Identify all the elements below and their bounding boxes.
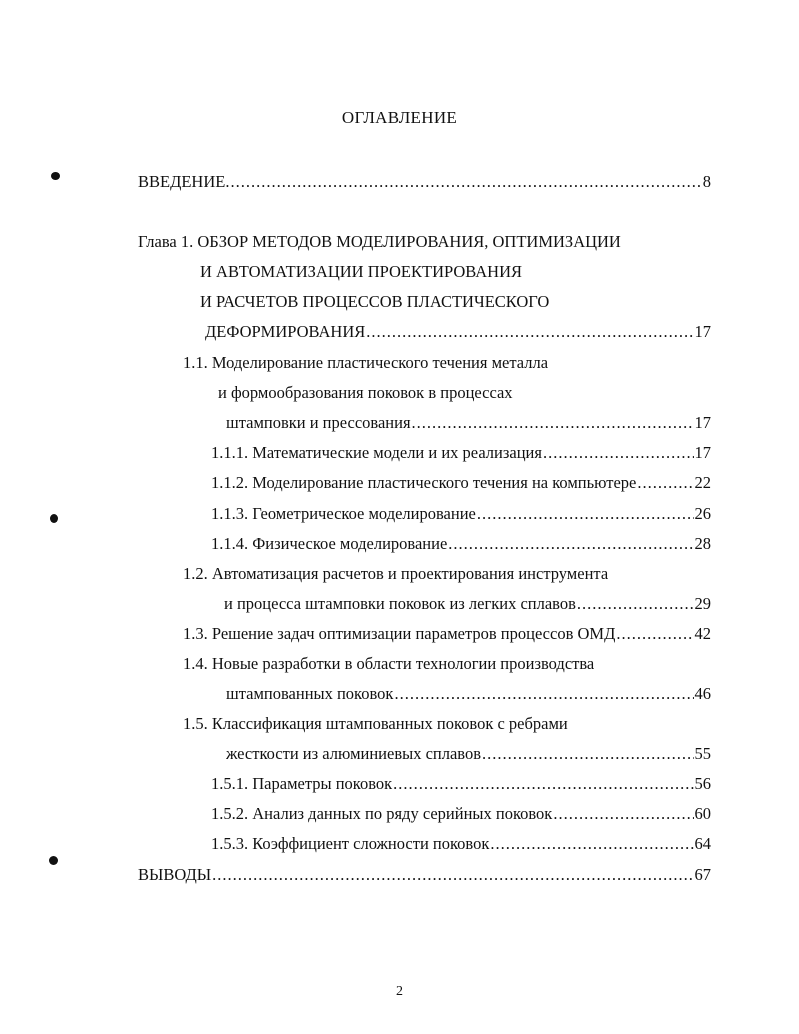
dot-leader bbox=[212, 864, 693, 886]
dot-leader bbox=[616, 623, 693, 645]
page-number: 2 bbox=[396, 984, 403, 999]
toc-page-number: 8 bbox=[702, 172, 711, 191]
toc-section-1-1-line-2[interactable]: и формообразования поковок в процессах bbox=[218, 383, 513, 402]
dot-leader bbox=[412, 412, 694, 434]
toc-entry-section-1-3[interactable] bbox=[183, 623, 711, 645]
toc-entry-text: 1.1.1. Математические модели и их реализация bbox=[211, 443, 542, 462]
dot-leader bbox=[477, 503, 694, 525]
dot-leader bbox=[448, 533, 693, 555]
toc-page-number: 26 bbox=[694, 504, 711, 523]
toc-entry-chapter-1[interactable] bbox=[205, 321, 711, 343]
toc-section-1-1-line-1[interactable]: 1.1. Моделирование пластического течения металла bbox=[183, 353, 549, 372]
toc-entry-section-1-1-3[interactable] bbox=[211, 503, 711, 525]
toc-entry-conclusions[interactable] bbox=[138, 864, 711, 886]
toc-entry-section-1-5[interactable] bbox=[226, 743, 711, 765]
toc-title: ОГЛАВЛЕНИЕ bbox=[341, 108, 458, 127]
toc-entry-section-1-1[interactable] bbox=[226, 412, 711, 434]
toc-entry-text: 1.1.4. Физическое моделирование bbox=[211, 534, 448, 553]
toc-chapter-1-line-2[interactable]: И АВТОМАТИЗАЦИИ ПРОЕКТИРОВАНИЯ bbox=[200, 262, 523, 281]
dot-leader bbox=[577, 593, 694, 615]
toc-page-number: 56 bbox=[694, 774, 711, 793]
toc-entry-text: 1.3. Решение задач оптимизации параметров процессов ОМД bbox=[183, 624, 616, 643]
toc-entry-text: 1.5.3. Коэффициент сложности поковок bbox=[211, 834, 490, 853]
toc-section-1-2-line-1[interactable]: 1.2. Автоматизация расчетов и проектирования инструмента bbox=[183, 564, 609, 583]
toc-section-1-5-line-1[interactable]: 1.5. Классификация штампованных поковок с ребрами bbox=[183, 714, 568, 733]
toc-page-number: 17 bbox=[694, 443, 711, 462]
toc-page-number: 64 bbox=[694, 834, 711, 853]
scan-speck bbox=[49, 856, 58, 865]
toc-page-number: 42 bbox=[694, 624, 711, 643]
toc-entry-text: 1.5.1. Параметры поковок bbox=[211, 774, 393, 793]
toc-entry-text: штамповки и прессования bbox=[226, 413, 411, 432]
dot-leader bbox=[637, 472, 693, 494]
toc-page-number: 22 bbox=[694, 473, 711, 492]
toc-entry-section-1-4[interactable] bbox=[226, 683, 711, 705]
toc-page-number: 28 bbox=[694, 534, 711, 553]
dot-leader bbox=[482, 743, 693, 765]
dot-leader bbox=[543, 442, 694, 464]
toc-entry-section-1-5-3[interactable] bbox=[211, 833, 711, 855]
toc-entry-text: и процесса штамповки поковок из легких сплавов bbox=[224, 594, 576, 613]
toc-page-number: 67 bbox=[694, 865, 711, 884]
toc-entry-text: 1.1.2. Моделирование пластического течения на компьютере bbox=[211, 473, 637, 492]
toc-section-1-4-line-1[interactable]: 1.4. Новые разработки в области технологии производства bbox=[183, 654, 595, 673]
toc-entry-text: ВВЕДЕНИЕ. bbox=[138, 172, 230, 191]
toc-entry-section-1-1-4[interactable] bbox=[211, 533, 711, 555]
dot-leader bbox=[394, 683, 693, 705]
toc-entry-section-1-2[interactable] bbox=[224, 593, 711, 615]
dot-leader bbox=[230, 171, 701, 193]
scan-speck bbox=[51, 172, 60, 180]
toc-entry-text: 1.5.2. Анализ данных по ряду серийных поковок bbox=[211, 804, 553, 823]
toc-entry-section-1-1-1[interactable] bbox=[211, 442, 711, 464]
toc-chapter-1-line-3[interactable]: И РАСЧЕТОВ ПРОЦЕССОВ ПЛАСТИЧЕСКОГО bbox=[200, 292, 550, 311]
scan-speck bbox=[50, 514, 58, 523]
dot-leader bbox=[490, 833, 693, 855]
toc-entry-intro[interactable] bbox=[138, 171, 711, 193]
toc-entry-section-1-5-1[interactable] bbox=[211, 773, 711, 795]
toc-entry-text: штампованных поковок bbox=[226, 684, 394, 703]
toc-page-number: 29 bbox=[694, 594, 711, 613]
dot-leader bbox=[366, 321, 693, 343]
toc-page-number: 17 bbox=[694, 322, 711, 341]
toc-page-number: 55 bbox=[694, 744, 711, 763]
toc-page-number: 46 bbox=[694, 684, 711, 703]
dot-leader bbox=[393, 773, 693, 795]
toc-chapter-1-line-1[interactable]: Глава 1. ОБЗОР МЕТОДОВ МОДЕЛИРОВАНИЯ, ОПТИМИЗАЦИИ bbox=[138, 232, 621, 251]
toc-entry-text: ДЕФОРМИРОВАНИЯ bbox=[205, 322, 366, 341]
toc-page-number: 60 bbox=[694, 804, 711, 823]
toc-entry-text: ВЫВОДЫ bbox=[138, 865, 212, 884]
dot-leader bbox=[553, 803, 693, 825]
toc-entry-section-1-5-2[interactable] bbox=[211, 803, 711, 825]
toc-entry-text: 1.1.3. Геометрическое моделирование bbox=[211, 504, 476, 523]
toc-page-number: 17 bbox=[694, 413, 711, 432]
toc-entry-text: жесткости из алюминиевых сплавов bbox=[226, 744, 482, 763]
toc-entry-section-1-1-2[interactable] bbox=[211, 472, 711, 494]
